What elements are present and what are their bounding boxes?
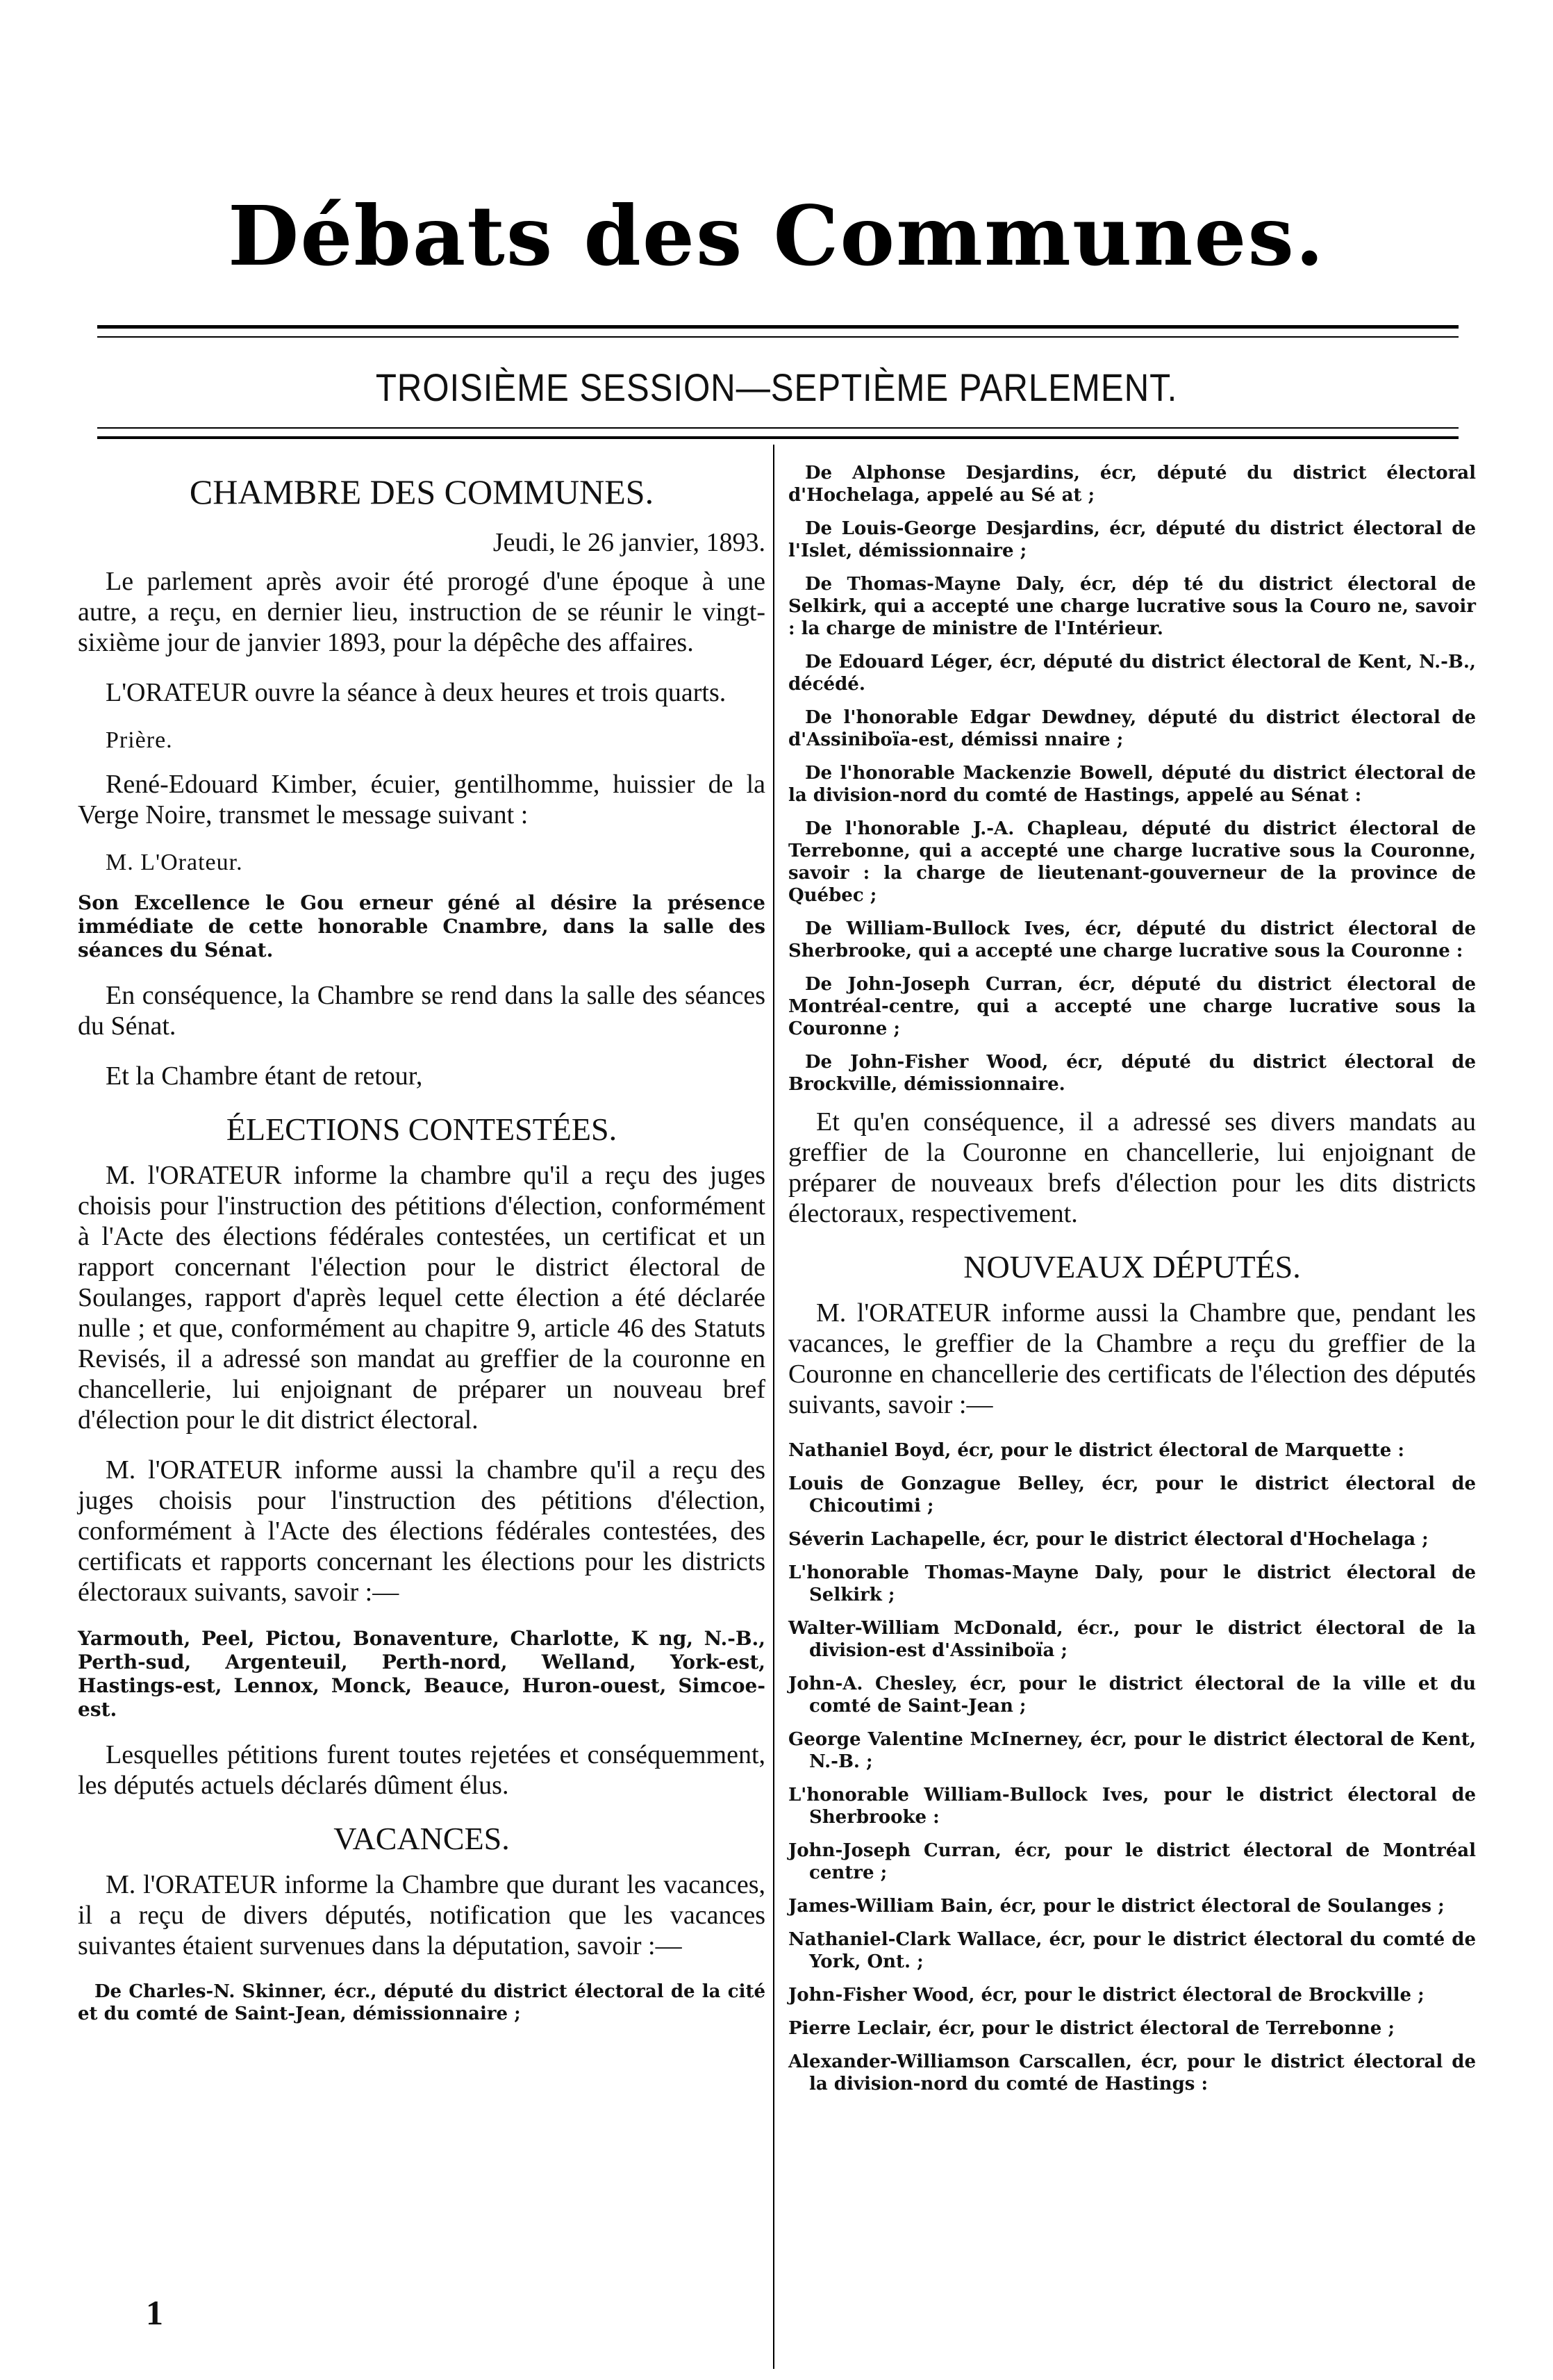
vacancy-entry: De Edouard Léger, écr, député du district électoral de Kent, N.-B., décédé. <box>788 652 1476 695</box>
new-member-entry: Alexander-Williamson Carscallen, écr, pour le district électoral de la division-nord du comté de Hastings : <box>788 2051 1476 2094</box>
paragraph: M. l'ORATEUR informe la Chambre que durant les vacances, il a reçu de divers députés, notification que les vacances suivantes étaient survenues dans la députation, savoir :— <box>78 1870 765 1960</box>
vacancy-entry: De l'honorable Mackenzie Bowell, député du district électoral de la division-nord du comté de Hastings, appelé au Sénat : <box>788 763 1476 806</box>
new-member-entry: Nathaniel Boyd, écr, pour le district électoral de Marquette : <box>788 1440 1404 1461</box>
masthead-title: Débats des Communes. <box>228 188 1325 284</box>
vacancy-entry: De l'honorable J.-A. Chapleau, député du district électoral de Terrebonne, qui a accepté une charge lucrative sous la Couronne, savoir : la charge de lieutenant-gouverneur de la province de Québec ; <box>788 818 1476 906</box>
new-member-entry: Nathaniel-Clark Wallace, écr, pour le district électoral du comté de York, Ont. ; <box>788 1929 1476 1972</box>
new-member-entry: Séverin Lachapelle, écr, pour le district électoral d'Hochelaga ; <box>788 1529 1429 1550</box>
paragraph: Lesquelles pétitions furent toutes rejetées et conséquemment, les députés actuels déclarés dûment élus. <box>78 1740 765 1800</box>
new-member-entry: Pierre Leclair, écr, pour le district électoral de Terrebonne ; <box>788 2018 1395 2039</box>
session-heading: TROISIÈME SESSION—SEPTIÈME PARLEMENT. <box>375 365 1178 409</box>
new-member-entry: L'honorable William-Bullock Ives, pour le district électoral de Sherbrooke : <box>788 1785 1476 1828</box>
district-list: Yarmouth, Peel, Pictou, Bonaventure, Charlotte, K ng, N.-B., Perth-sud, Argenteuil, Perth-nord, Welland, York-est, Hastings-est, Lennox, Monck, Beauce, Huron-ouest, Simcoe-est. <box>78 1627 765 1721</box>
vacancy-entry: De Alphonse Desjardins, écr, député du district électoral d'Hochelaga, appelé au Sé at ; <box>788 463 1476 506</box>
rule <box>97 427 1459 429</box>
paragraph: M. l'ORATEUR informe aussi la chambre qu'il a reçu des juges choisis pour l'instruction des pétitions d'élection, conformément à l'Acte des élections fédérales contestées, des certificats et rapports concernant les élections pour les districts électoraux suivants, savoir :— <box>78 1455 765 1607</box>
new-member-entry: John-Fisher Wood, écr, pour le district électoral de Brockville ; <box>788 1985 1425 2006</box>
paragraph: Et la Chambre étant de retour, <box>106 1061 423 1091</box>
vacancy-entry: De William-Bullock Ives, écr, député du district électoral de Sherbrooke, qui a accepté une charge lucrative sous la Couronne : <box>788 918 1476 961</box>
session-date: Jeudi, le 26 janvier, 1893. <box>492 528 765 557</box>
vacancy-entry: De Louis-George Desjardins, écr, député du district électoral de l'Islet, démissionnaire ; <box>788 518 1476 561</box>
vacancy-entry: De Thomas-Mayne Daly, écr, dép té du district électoral de Selkirk, qui a accepté une charge lucrative sous la Couro ne, savoir : la charge de ministre de l'Intérieur. <box>788 574 1476 639</box>
column-divider <box>773 445 774 2369</box>
rule <box>97 325 1459 329</box>
section-title-nouveaux: NOUVEAUX DÉPUTÉS. <box>963 1249 1301 1284</box>
vacancy-entry: De l'honorable Edgar Dewdney, député du district électoral de d'Assiniboïa-est, démissi nnaire ; <box>788 707 1476 750</box>
section-title-vacances: VACANCES. <box>333 1821 510 1856</box>
new-member-entry: L'honorable Thomas-Mayne Daly, pour le district électoral de Selkirk ; <box>788 1562 1476 1605</box>
vacancy-entry: De John-Fisher Wood, écr, député du district électoral de Brockville, démissionnaire. <box>788 1052 1476 1095</box>
new-member-entry: Walter-William McDonald, écr., pour le district électoral de la division-est d'Assiniboïa ; <box>788 1618 1476 1661</box>
right-column <box>788 462 1476 2106</box>
new-member-entry: John-Joseph Curran, écr, pour le district électoral de Montréal centre ; <box>788 1840 1476 1883</box>
new-member-entry: James-William Bain, écr, pour le district électoral de Soulanges ; <box>788 1896 1445 1917</box>
paragraph: Le parlement après avoir été prorogé d'une époque à une autre, a reçu, en dernier lieu, instruction de se réunir le vingt-sixième jour de janvier 1893, pour la dépêche des affaires. <box>78 567 765 657</box>
rule <box>97 336 1459 338</box>
section-title-elections: ÉLECTIONS CONTESTÉES. <box>226 1112 617 1147</box>
paragraph: Et qu'en conséquence, il a adressé ses divers mandats au greffier de la Couronne en chancellerie, lui enjoignant de préparer de nouveaux brefs d'élection pour les dits districts électoraux, respectivement. <box>788 1107 1476 1228</box>
new-member-entry: John-A. Chesley, écr, pour le district électoral de la ville et du comté de Saint-Jean ; <box>788 1674 1476 1717</box>
paragraph: M. l'ORATEUR informe la chambre qu'il a reçu des juges choisis pour l'instruction des pétitions d'élection, conformément à l'Acte des élections fédérales contestées, un certificat et un rapport concernant l'élection pour le district électoral de Soulanges, rapport d'après lequel cette élection a été déclarée nulle ; et que, conformément au chapitre 9, article 46 des Statuts Revisés, il a adressé son mandat au greffier de la couronne en chancellerie, lui enjoignant de préparer un nouveau bref d'élection pour le dit district électoral. <box>78 1161 765 1435</box>
orateur-heading: M. L'Orateur. <box>106 850 243 875</box>
priere-heading: Prière. <box>106 727 173 753</box>
new-member-entry: Louis de Gonzague Belley, écr, pour le district électoral de Chicoutimi ; <box>788 1473 1476 1517</box>
vacancy-entry: De Charles-N. Skinner, écr., député du district électoral de la cité et du comté de Saint-Jean, démissionnaire ; <box>78 1981 765 2024</box>
paragraph: M. l'ORATEUR informe aussi la Chambre que, pendant les vacances, le greffier de la Chambre a reçu du greffier de la Couronne en chancellerie des certificats de l'élection des députés suivants, savoir :— <box>788 1298 1476 1419</box>
paragraph: En conséquence, la Chambre se rend dans la salle des séances du Sénat. <box>78 981 765 1041</box>
vacancy-entry: De John-Joseph Curran, écr, député du district électoral de Montréal-centre, qui a accepté une charge lucrative sous la Couronne ; <box>788 974 1476 1039</box>
chamber-title: CHAMBRE DES COMMUNES. <box>189 472 654 511</box>
page-number: 1 <box>146 2293 163 2332</box>
paragraph: René-Edouard Kimber, écuier, gentilhomme, huissier de la Verge Noire, transmet le message suivant : <box>78 770 765 829</box>
message-text: Son Excellence le Gou erneur géné al désire la présence immédiate de cette honorable Cnambre, dans la salle des séances du Sénat. <box>78 891 765 961</box>
rule <box>97 436 1459 439</box>
new-member-entry: George Valentine McInerney, écr, pour le district électoral de Kent, N.-B. ; <box>788 1729 1476 1772</box>
paragraph: L'ORATEUR ouvre la séance à deux heures et trois quarts. <box>106 678 726 707</box>
left-column <box>78 462 765 2036</box>
